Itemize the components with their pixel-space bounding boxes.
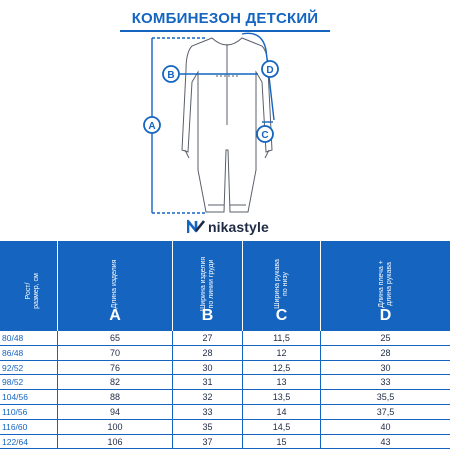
measure-cell: 25 [380,333,391,343]
measure-cell: 15 [243,435,321,449]
label-a: A [148,121,156,132]
measure-cell: 27 [173,331,243,345]
jumpsuit-outline [182,38,272,212]
size-cell: 80/48 [0,331,58,345]
header-size-label: Рост/ размер, см [25,272,41,309]
header-sleeve-label: Длина плеча + длина рукава [377,260,393,308]
measure-cell: 12,5 [243,361,321,375]
measure-cell: 31 [173,375,243,389]
measure-cell: 76 [58,361,173,375]
brand-logo [187,216,269,238]
table-row [0,331,450,346]
measure-cell: 32 [173,390,243,404]
header-chest [173,241,243,331]
table-row [0,390,450,405]
size-table-header [0,241,450,331]
size-table [0,241,450,450]
measure-cell: 30 [173,361,243,375]
size-cell: 122/64 [0,435,58,449]
table-row [0,346,450,361]
measure-cell: 94 [58,405,173,419]
size-cell: 104/56 [0,390,58,404]
size-cell: 110/56 [0,405,58,419]
measure-cell: 33 [380,377,391,388]
measure-cell: 14,5 [243,420,321,434]
measure-cell: 28 [173,346,243,360]
header-sleeve [321,241,450,331]
measure-cell: 35 [173,420,243,434]
size-cell: 92/52 [0,361,58,375]
measure-cell: 30 [380,362,391,373]
table-row [0,361,450,376]
header-length [58,241,173,331]
header-cuff [243,241,321,331]
header-chest-label: Ширина изделия по линии груди [199,257,215,312]
label-c: C [261,130,269,141]
measure-cell: 11,5 [243,331,321,345]
size-cell: 116/60 [0,420,58,434]
page-title: КОМБИНЕЗОН ДЕТСКИЙ [131,10,319,27]
measure-cell: 82 [58,375,173,389]
size-cell: 86/48 [0,346,58,360]
header-cuff-letter: C [275,307,288,324]
label-b: B [167,70,175,81]
table-row [0,435,450,450]
measure-cell: 70 [58,346,173,360]
table-row [0,420,450,435]
measure-cell: 43 [380,436,391,447]
header-size [0,241,58,331]
measure-cell: 106 [58,435,173,449]
measure-cell: 65 [58,331,173,345]
table-row [0,375,450,390]
size-cell: 98/52 [0,375,58,389]
measure-cell: 37,5 [376,406,395,417]
measure-cell: 88 [58,390,173,404]
measure-cell: 35,5 [376,392,395,403]
brand-logo-icon [187,219,205,235]
measure-cell: 33 [173,405,243,419]
size-table-body [0,331,450,449]
header-length-label: Длина изделия [111,259,118,309]
measure-cell: 37 [173,435,243,449]
header-sleeve-letter: D [379,307,392,324]
measure-cell: 12 [243,346,321,360]
header-chest-letter: B [201,307,214,324]
measure-cell: 13 [243,375,321,389]
measure-cell: 28 [380,347,391,358]
table-row [0,405,450,420]
measure-cell: 100 [58,420,173,434]
measure-cell: 13,5 [243,390,321,404]
label-d: D [266,65,274,76]
header-length-letter: A [109,307,121,324]
header-cuff-label: Ширина рукава по низу [273,259,289,310]
measure-cell: 14 [243,405,321,419]
measure-cell: 40 [380,421,391,432]
brand-name: nikastyle [208,219,269,235]
